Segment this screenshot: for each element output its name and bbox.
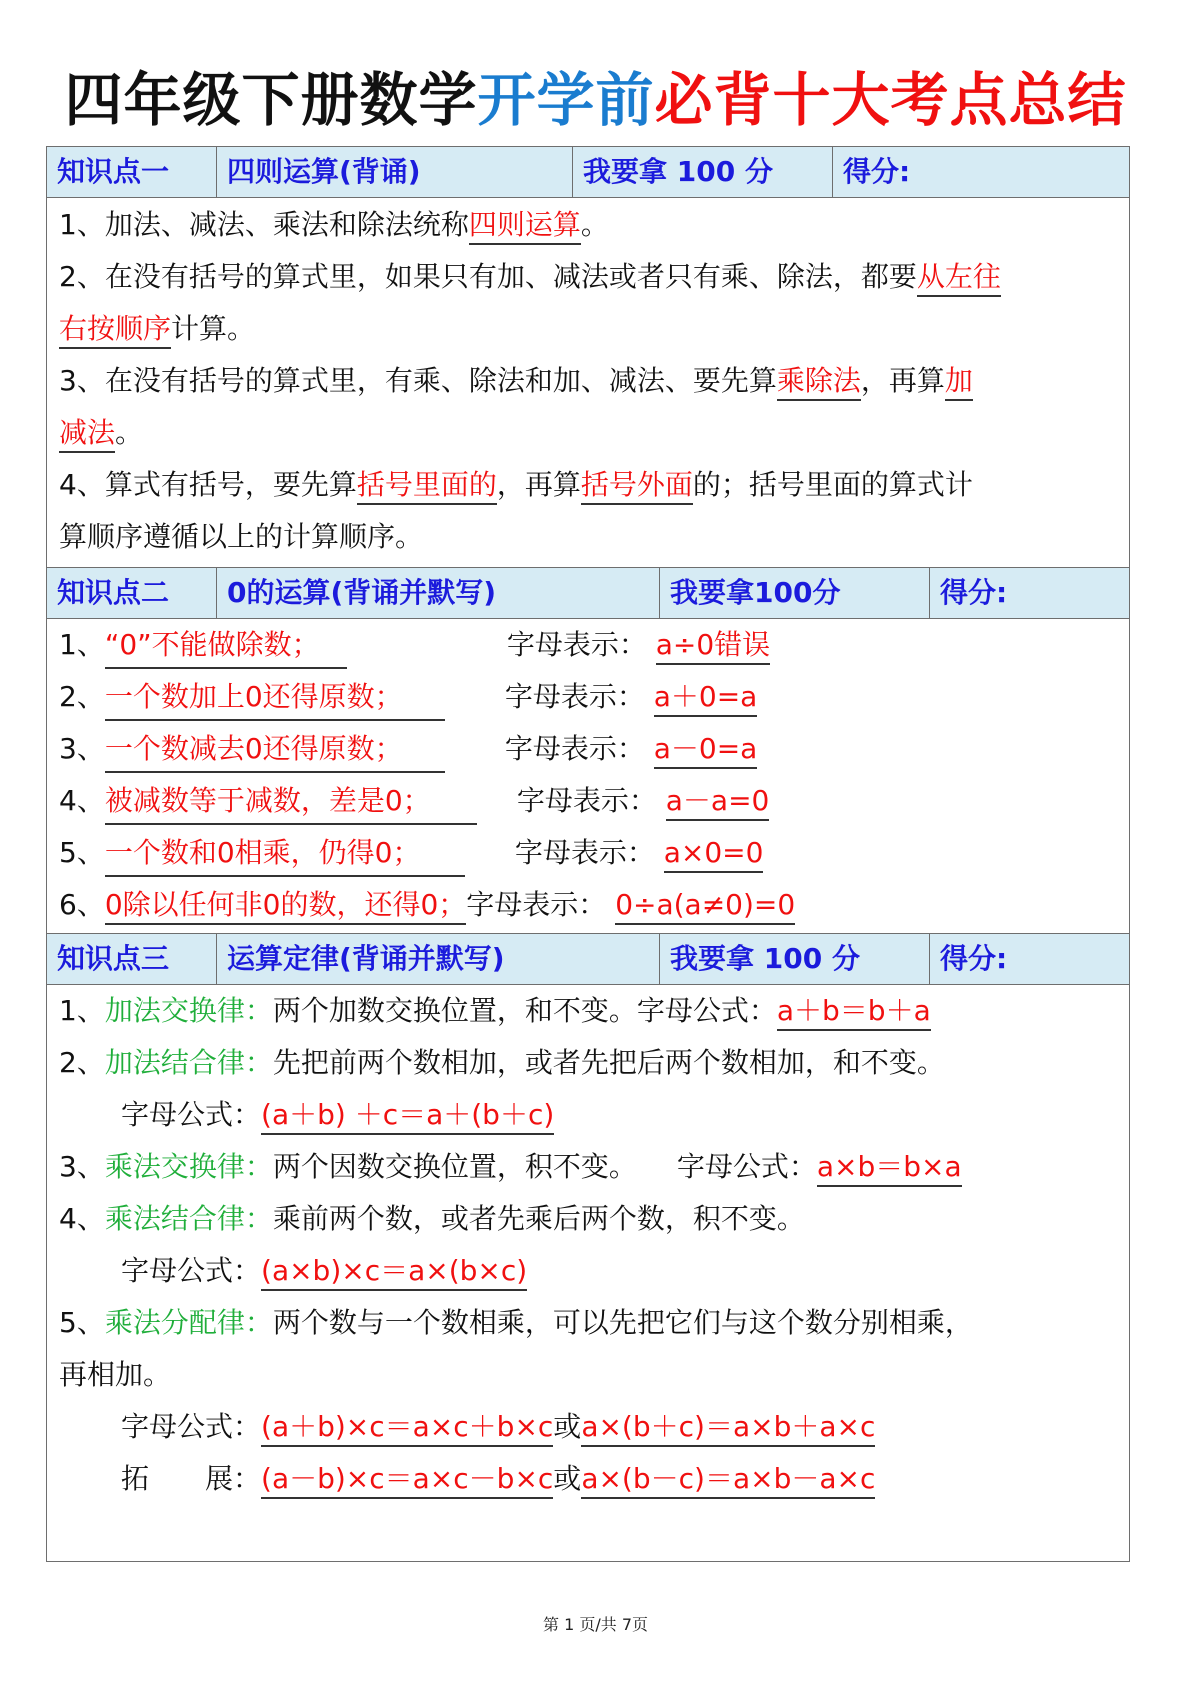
s3-law-2: 2、加法结合律：先把前两个数相加，或者先把后两个数相加，和不变。	[59, 1046, 945, 1079]
s3-law-4: 4、乘法结合律：乘前两个数，或者先乘后两个数，积不变。	[59, 1202, 805, 1235]
section-1-header	[47, 146, 1129, 198]
section-1-index: 知识点一	[47, 147, 217, 197]
s2-row-3: 3、一个数减去0还得原数； 字母表示： a－0=a	[59, 729, 757, 773]
s1-line-6: 4、算式有括号，要先算括号里面的，再算括号外面的；括号里面的算式计	[59, 465, 973, 505]
s3-law-5-cont: 再相加。	[59, 1358, 172, 1391]
section-2-header	[47, 567, 1129, 619]
s1-line-7: 算顺序遵循以上的计算顺序。	[59, 520, 424, 553]
title-part-blue: 开学前	[477, 66, 655, 134]
s3-law-4-formula: 字母公式：(a×b)×c＝a×(b×c)	[121, 1251, 527, 1291]
section-3-topic: 运算定律(背诵并默写)	[217, 934, 660, 984]
s2-row-4: 4、被减数等于减数，差是0； 字母表示： a－a=0	[59, 781, 769, 825]
s1-line-2: 2、在没有括号的算式里，如果只有加、减法或者只有乘、除法，都要从左往	[59, 257, 1001, 297]
section-1-goal: 我要拿 100 分	[573, 147, 833, 197]
s3-law-3: 3、乘法交换律：两个因数交换位置，积不变。 字母公式：a×b＝b×a	[59, 1147, 962, 1187]
s1-line-4: 3、在没有括号的算式里，有乘、除法和加、减法、要先算乘除法，再算加	[59, 361, 973, 401]
section-1-score: 得分:	[843, 155, 911, 188]
s1-line-3: 右按顺序计算。	[59, 309, 255, 349]
s2-row-5: 5、一个数和0相乘，仍得0； 字母表示： a×0=0	[59, 833, 763, 877]
s2-row-6: 6、0除以任何非0的数，还得0；字母表示： 0÷a(a≠0)=0	[59, 885, 795, 925]
title-part-black: 四年级下册数学	[64, 66, 478, 134]
s3-law-1: 1、加法交换律：两个加数交换位置，和不变。字母公式：a＋b＝b＋a	[59, 991, 931, 1031]
s3-law-5-extension: 拓 展：(a－b)×c＝a×c－b×c或a×(b－c)＝a×b－a×c	[121, 1459, 875, 1499]
section-3-index: 知识点三	[47, 934, 217, 984]
section-3-score: 得分:	[940, 942, 1008, 975]
worksheet-table	[46, 146, 1130, 1562]
s3-law-5-formula: 字母公式：(a＋b)×c＝a×c＋b×c或a×(b＋c)＝a×b＋a×c	[121, 1407, 875, 1447]
page-number: 第 1 页/共 7页	[542, 1615, 648, 1634]
section-2-index: 知识点二	[47, 568, 217, 618]
section-2-score: 得分:	[940, 576, 1008, 609]
section-3-header	[47, 933, 1129, 985]
page-title	[0, 60, 1191, 140]
section-2-goal: 我要拿100分	[660, 568, 930, 618]
section-1-topic: 四则运算(背诵)	[217, 147, 573, 197]
s3-law-5: 5、乘法分配律：两个数与一个数相乘，可以先把它们与这个数分别相乘，	[59, 1306, 973, 1339]
s2-row-1: 1、“0”不能做除数； 字母表示： a÷0错误	[59, 625, 770, 669]
title-part-red: 必背十大考点总结	[654, 66, 1127, 134]
s1-line-1: 1、加法、减法、乘法和除法统称四则运算。	[59, 205, 609, 245]
section-3-goal: 我要拿 100 分	[660, 934, 930, 984]
s3-law-2-formula: 字母公式：(a＋b) ＋c＝a＋(b＋c)	[121, 1095, 554, 1135]
s1-line-5: 减法。	[59, 413, 143, 453]
s2-row-2: 2、一个数加上0还得原数； 字母表示： a＋0=a	[59, 677, 757, 721]
section-2-topic: 0的运算(背诵并默写)	[217, 568, 660, 618]
